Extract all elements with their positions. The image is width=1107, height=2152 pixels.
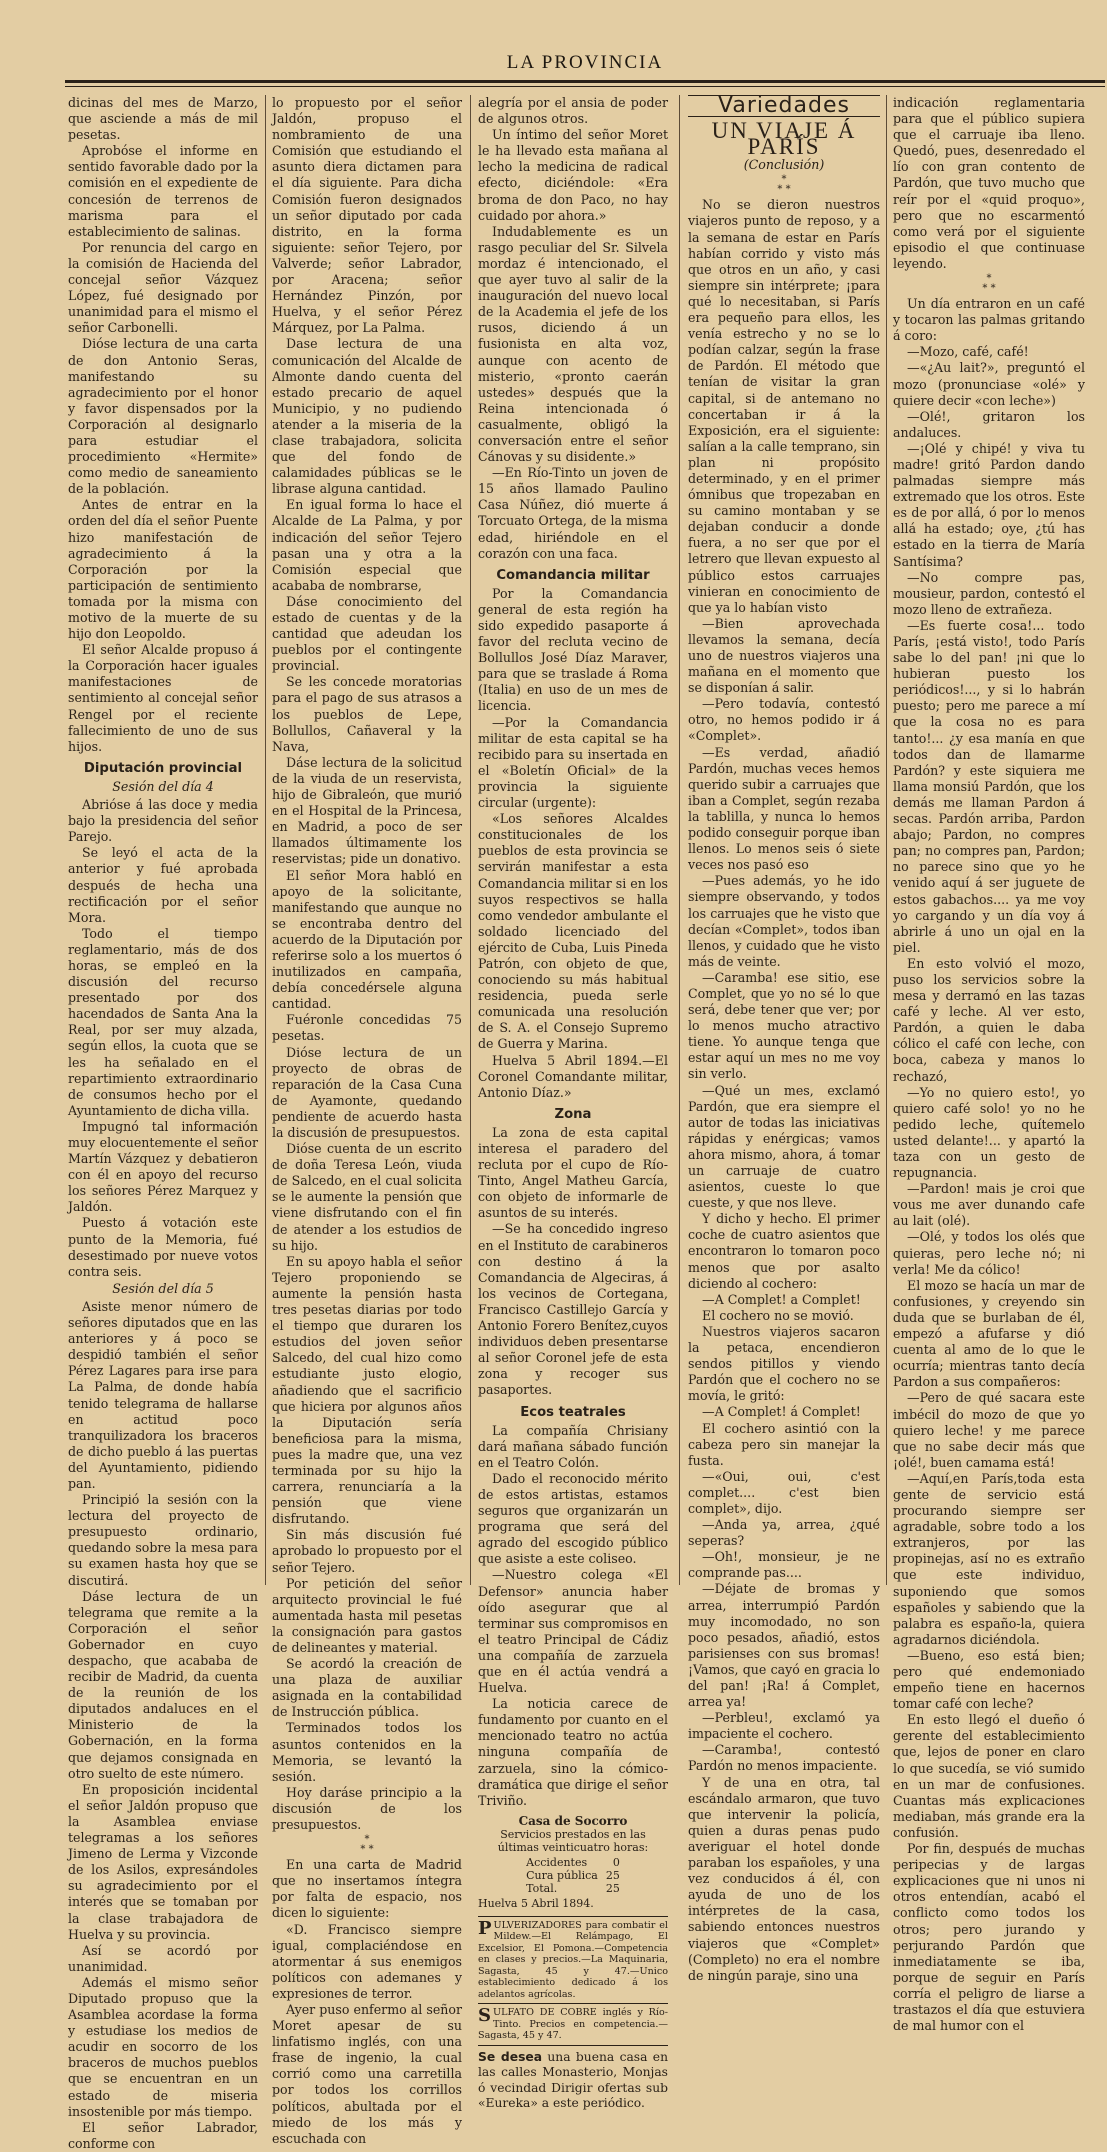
- row-label: Accidentes: [526, 1855, 588, 1869]
- table-row: [522, 1869, 624, 1882]
- paragraph: —Qué un mes, exclamó Pardón, que era siempre el autor de todas las iniciativas rápidas y enérgicas; vamos ahora mismo, ahora, á tomar un carruaje de cuatro asientos, cueste lo que cueste, y que nos lleve.: [688, 1082, 880, 1211]
- paragraph: —Olé, y todos los olés que quieras, pero leche nó; ni verla! Me da cólico!: [893, 1229, 1085, 1277]
- masthead-rule: [65, 80, 1105, 83]
- classified-text: una buena casa en las calles Monasterio, Monjas ó vecindad Dirigir ofertas sub «Eureka» a este periódico.: [478, 2049, 668, 2111]
- paragraph: alegría por el ansia de poder de algunos otros.: [478, 95, 668, 127]
- row-label: Total.: [526, 1881, 558, 1895]
- paragraph: Antes de entrar en la orden del día el señor Puente hizo manifestación de agradecimiento á la Corporación por la participación de sentimiento tomada por la misma con motivo de la muerte de su hijo don Leopoldo.: [68, 497, 258, 642]
- paragraph: —Mozo, café, café!: [907, 344, 1029, 360]
- paragraph: —«Oui, oui, c'est complet.... c'est bien complet», dijo.: [688, 1468, 880, 1516]
- story-title: UN VIAJE Á PARÍS: [711, 118, 857, 160]
- paragraph: Dáse lectura de un telegrama que remite a la Corporación el señor Gobernador en cuyo despacho, que acababa de recibir de Madrid, da cuenta de la reunión de los diputados andaluces en el Ministerio de la Gobernación, en la forma que dejamos consignada en otro suelto de este número.: [68, 1588, 258, 1781]
- column-divider: [470, 95, 471, 1585]
- paragraph: Además el mismo señor Diputado propuso que la Asamblea acordase la forma y estudiase los medios de acudir en socorro de los braceros de muchos pueblos que se encuentran en un estado de miseria insostenible por más tiempo.: [68, 1974, 258, 2119]
- casa-de-socorro-box: [478, 1815, 668, 1910]
- paragraph: Dióse cuenta de un escrito de doña Teresa León, viuda de Salcedo, en el cual solicita se le aumente la pensión que viene disfrutando con el fin de atender a los estudios de su hijo.: [272, 1141, 462, 1253]
- drop-cap: S: [478, 2005, 491, 2027]
- asterism-separator: * * *: [360, 1834, 374, 1856]
- paragraph: En su apoyo habla el señor Tejero proponiendo se aumente la pensión hasta tres pesetas diarias por todo el tiempo que duraren los estudios del joven señor Salcedo, del cual hizo como estudiante justo elogio, añadiendo que el sacrificio que hiciera por algunos años la Diputación sería beneficiosa para la misma, pues la madre que, una vez terminada por su hijo la carrera, renunciaría a la pensión que viene disfrutando.: [272, 1253, 462, 1527]
- paragraph: —Nuestro colega «El Defensor» anuncia haber oído asegurar que al terminar sus compromisos en el teatro Principal de Cádiz una compañía de zarzuela que en él actúa vendrá a Huelva.: [478, 1567, 668, 1696]
- paragraph: Sin más discusión fué aprobado lo propuesto por el señor Tejero.: [272, 1527, 462, 1575]
- paragraph: —En Río-Tinto un joven de 15 años llamado Paulino Casa Núñez, dió muerte á Torcuato Ortega, de la misma edad, hiriéndole en el corazón con una faca.: [478, 465, 668, 561]
- paragraph: Dáse conocimiento del estado de cuentas y de la cantidad que adeudan los pueblos por el contingente provincial.: [272, 593, 462, 674]
- socorro-table: [522, 1856, 624, 1895]
- paragraph: —Es verdad, añadió Pardón, muchas veces hemos querido subir a carruajes que iban a Complet, según rezaba la tablilla, y nunca lo hemos podido conseguir porque iban llenos. Lo menos seis ó siete veces nos pasó eso: [688, 744, 880, 873]
- paragraph: Ayer puso enfermo al señor Moret apesar de su linfatismo inglés, con una frase de ingenio, la cual corrió como una carretilla por todos los corrillos políticos, abultada por el miedo de los más y escuchada con: [272, 2001, 462, 2146]
- paragraph: —No compre pas, mousieur, pardon, contestó el mozo lleno de extrañeza.: [893, 569, 1085, 617]
- paragraph: La zona de esta capital interesa el paradero del recluta por el cupo de Río-Tinto, Angel Matheu García, con objeto de informarle de asuntos de su interés.: [478, 1124, 668, 1221]
- paragraph: —Perbleu!, exclamó ya impaciente el cochero.: [688, 1710, 880, 1742]
- paragraph: Por la Comandancia general de esta región ha sido expedido pasaporte á favor del recluta vecino de Bollullos José Díaz Maraver, para que se traslade á Roma (Italia) en uso de un mes de licencia.: [478, 585, 668, 714]
- paragraph: Abrióse á las doce y media bajo la presidencia del señor Parejo.: [68, 797, 258, 845]
- paragraph: —Se ha concedido ingreso en el Instituto de carabineros con destino á la Comandancia de Algeciras, á los vecinos de Cortegana, Francisco Castillejo García y Antonio Forero Benítez,cuyos individuos deben presentarse al señor Coronel jefe de esta zona y recoger sus pasaportes.: [478, 1221, 668, 1398]
- paragraph: El cochero asintió con la cabeza pero sin manejar la fusta.: [688, 1420, 880, 1468]
- paragraph: —Pardon! mais je croi que vous me aver dunando cafe au lait (olé).: [893, 1181, 1085, 1229]
- paragraph: —A Complet! a Complet!: [702, 1291, 861, 1307]
- paragraph: Por renuncia del cargo en la comisión de Hacienda del concejal señor Vázquez López, fué designado por unanimidad para el mismo el señor Carbonelli.: [68, 239, 258, 336]
- column-5: [893, 95, 1085, 2034]
- dateline: Huelva 5 Abril 1894.—El Coronel Comandante militar, Antonio Díaz.»: [478, 1052, 668, 1100]
- drop-cap: P: [478, 1917, 492, 1939]
- story-subtitle: (Conclusión): [743, 157, 825, 173]
- paragraph: Un íntimo del señor Moret le ha llevado esta mañana al lecho la medicina de radical efecto, diciéndole: «Era broma de don Paco, no hay cuidado por ahora.»: [478, 127, 668, 223]
- row-value: 0: [612, 1855, 620, 1869]
- paragraph: Impugnó tal información muy elocuentemente el señor Martín Vázquez y debatieron con él en apoyo del recurso los señores Pérez Marquez y Jaldón.: [68, 1118, 258, 1215]
- paragraph: El señor Mora habló en apoyo de la solicitante, manifestando que aunque no se encontraba dentro del acuerdo de la Diputación por referirse solo a los muertos ó inutilizados en campaña, debía concedérsele alguna cantidad.: [272, 867, 462, 1012]
- asterism-separator: * * *: [982, 273, 996, 295]
- paragraph: —Por la Comandancia militar de esta capital se ha recibido para su insertada en el «Boletín Oficial» de la provincia la siguiente circular (urgente):: [478, 714, 668, 811]
- column-divider: [886, 95, 887, 1585]
- socorro-subtitle: Servicios prestados en las últimas veinticuatro horas:: [497, 1827, 649, 1854]
- column-2: [272, 95, 462, 2146]
- row-value: 25: [605, 1881, 620, 1895]
- section-heading: Comandancia militar: [496, 567, 650, 583]
- paragraph: —Caramba!, contestó Pardón no menos impaciente.: [688, 1742, 880, 1774]
- paragraph: —Déjate de bromas y arrea, interrumpió Pardón muy incomodado, no son poco pesados, añadió, estos parisienses con sus bromas! ¡Vamos, que cayó en gracia lo del pan! ¡Ra! á Complet, arrea ya!: [688, 1581, 880, 1710]
- paragraph: El señor Alcalde propuso á la Corporación hacer iguales manifestaciones de sentimiento al concejal señor Rengel por el reciente fallecimiento de uno de sus hijos.: [68, 642, 258, 754]
- paragraph: En igual forma lo hace el Alcalde de La Palma, y por indicación del señor Tejero pasan una y otra a la Comisión especial que acababa de nombrarse,: [272, 497, 462, 593]
- paragraph: Todo el tiempo reglamentario, más de dos horas, se empleó en la discusión del recurso presentado por dos hacendados de Santa Ana la Real, por ser muy alzada, según ellos, la cuota que se les ha señalado en el repartimiento extraordinario de consumos hecho por el Ayuntamiento de dicha villa.: [68, 925, 258, 1118]
- paragraph: —Caramba! ese sitio, ese Complet, que yo no sé lo que será, debe tener que ver; por lo menos mucho atractivo tiene. Yo aunque tenga que estar aquí un mes no me voy sin verlo.: [688, 969, 880, 1082]
- paragraph: La noticia carece de fundamento por cuanto en el mencionado teatro no actúa ninguna compañía de zarzuela, sino la cómico-dramática que dirige el señor Triviño.: [478, 1696, 668, 1808]
- paragraph: No se dieron nuestros viajeros punto de reposo, y a la semana de estar en París habían corrido y visto más que otros en un año, y casi siempre sin intérprete; ¡para qué lo necesitaban, si París era pequeño para ellos, les venía estrecho y no se lo podían calzar, según la frase de Pardón. El método que tenían de visitar la gran capital, si de antemano no concertaban ir á la Exposición, era el siguiente: salían a la calle temprano, sin plan ni propósito determinado, y en el primer ómnibus que tropezaban en su camino montaban y se dejaban conducir a donde fuera, a no ser que por el letrero que llevan expuesto al público estos carruajes vinieran en conocimiento de que ya lo habían visto: [688, 197, 880, 615]
- paragraph: En proposición incidental el señor Jaldón propuso que la Asamblea enviase telegramas a los señores Jimeno de Lerma y Vizconde de los Asilos, expresándoles su agradecimiento por el interés que se tomaban por la clase trabajadora de Huelva y su provincia.: [68, 1781, 258, 1942]
- asterism-separator: * * *: [777, 174, 791, 196]
- paragraph: —Pues además, yo he ido siempre observando, y todos los carruajes que he visto que decían «Complet», todos iban llenos, y cuidado que he visto más de veinte.: [688, 873, 880, 969]
- paragraph: Puesto á votación este punto de la Memoria, fué desestimado por nueve votos contra seis.: [68, 1215, 258, 1279]
- session-heading: Sesión del día 4: [112, 778, 214, 794]
- paragraph: Se leyó el acta de la anterior y fué aprobada después de hecha una rectificación por el señor Mora.: [68, 845, 258, 925]
- paragraph: Dáse lectura de la solicitud de la viuda de un reservista, hijo de Gibraleón, que murió en el Hospital de la Princesa, en Madrid, a poco de ser llamados últimamente los reservistas; pide un donativo.: [272, 754, 462, 867]
- paragraph: dicinas del mes de Marzo, que asciende a más de mil pesetas.: [68, 95, 258, 143]
- table-row: [522, 1882, 624, 1895]
- paragraph: Terminados todos los asuntos contenidos en la Memoria, se levantó la sesión.: [272, 1720, 462, 1784]
- advertisement: [478, 1916, 668, 2004]
- paragraph: —Bien aprovechada llevamos la semana, decía uno de nuestros viajeros una mañana en el momento que se disponían á salir.: [688, 615, 880, 696]
- row-value: 25: [605, 1868, 620, 1882]
- section-heading: Ecos teatrales: [520, 1404, 626, 1420]
- paragraph: Por petición del señor arquitecto provincial le fué aumentada hasta mil pesetas la consignación para gastos de delineantes y material.: [272, 1575, 462, 1655]
- paragraph: lo propuesto por el señor Jaldón, propuso el nombramiento de una Comisión que estudiando el asunto diera dictamen para el día siguiente. Para dicha Comisión fueron designados un señor diputado por cada distrito, en la forma siguiente: señor Tejero, por Valverde; señor Labrador, por Aracena; señor Hernández Pinzón, por Huelva, y el señor Pérez Márquez, por La Palma.: [272, 95, 462, 336]
- column-divider: [265, 95, 266, 1585]
- paragraph: Y dicho y hecho. El primer coche de cuatro asientos que encontraron lo tomaron poco menos que por asalto diciendo al cochero:: [688, 1211, 880, 1291]
- paragraph: —«¿Au lait?», preguntó el mozo (pronunciase «olé» y quiere decir «con leche»): [893, 360, 1085, 408]
- paragraph: El cochero no se movió.: [702, 1307, 854, 1323]
- masthead: [65, 52, 1105, 82]
- paragraph: Nuestros viajeros sacaron la petaca, encendieron sendos pitillos y viendo Pardón que el cochero no se movía, le gritó:: [688, 1323, 880, 1404]
- paragraph: En una carta de Madrid que no insertamos íntegra por falta de espacio, nos dicen lo siguiente:: [272, 1857, 462, 1921]
- paragraph: Dado el reconocido mérito de estos artistas, estamos seguros que organizarán un programa que será del agrado del escogido público que asiste a este coliseo.: [478, 1470, 668, 1567]
- paragraph: En esto volvió el mozo, puso los servicios sobre la mesa y derramó en las tazas café y leche. Al ver esto, Pardón, a quien le daba cólico el café con leche, con boca, cabeza y manos lo rechazó,: [893, 955, 1085, 1084]
- paragraph: «D. Francisco siempre igual, complaciéndose en atormentar á sus enemigos políticos con ademanes y expresiones de terror.: [272, 1921, 462, 2001]
- paragraph: —Olé!, gritaron los andaluces.: [893, 408, 1085, 440]
- paragraph: Se acordó la creación de una plaza de auxiliar asignada en la contabilidad de Instrucción pública.: [272, 1656, 462, 1720]
- classified-ad: [478, 2050, 668, 2112]
- paragraph: «Los señores Alcaldes constitucionales de los pueblos de esta provincia se servirán manifestar a esta Comandancia militar si en los suyos respectivos se halla como vendedor ambulante el soldado licenciado del ejército de Cuba, Luis Pineda Patrón, con objeto de que, conociendo su más habitual residencia, pueda serle comunicada una resolución de S. A. el Consejo Supremo de Guerra y Marina.: [478, 811, 668, 1052]
- classified-lead: Se desea: [478, 2049, 543, 2064]
- paragraph: Un día entraron en un café y tocaron las palmas gritando á coro:: [893, 296, 1085, 344]
- paragraph: El señor Labrador, conforme con: [68, 2119, 258, 2151]
- paragraph: Así se acordó por unanimidad.: [68, 1942, 258, 1974]
- paragraph: El mozo se hacía un mar de confusiones, y creyendo sin duda que se burlaban de él, empezó a afufarse y dió cuenta al amo de lo que le ocurría; mientras tanto decía Pardon a sus compañeros:: [893, 1277, 1085, 1390]
- paragraph: —Bueno, eso está bien; pero qué endemoniado empeño tiene en hacernos tomar café con leche?: [893, 1647, 1085, 1712]
- paragraph: La compañía Chrisiany dará mañana sábado función en el Teatro Colón.: [478, 1422, 668, 1470]
- paragraph: Dióse lectura de un proyecto de obras de reparación de la Casa Cuna de Ayamonte, quedando pendiente de acuerdo hasta la discusión de presupuestos.: [272, 1044, 462, 1140]
- paragraph: Fuéronle concedidas 75 pesetas.: [272, 1012, 462, 1044]
- paragraph: —¡Olé y chipé! y viva tu madre! gritó Pardon dando palmadas siempre más extremado que los otros. Este es de por allá, ó por lo menos allá ha estado; oye, ¿tú has estado en la tierra de María Santísima?: [893, 440, 1085, 569]
- socorro-title: Casa de Socorro: [518, 1813, 628, 1828]
- paragraph: Dióse lectura de una carta de don Antonio Seras, manifestando su agradecimiento por el honor y favor dispensados por la Corporación al designarlo para estudiar el procedimiento «Hermite» como medio de saneamiento de la población.: [68, 336, 258, 497]
- section-heading: Zona: [554, 1106, 592, 1122]
- paragraph: —Anda ya, arrea, ¿qué seperas?: [688, 1517, 880, 1549]
- ad-text: ULVERIZADORES para combatir el Mildew.—El Relámpago, El Excelsior, El Pomona.—Competencia en clases y precios.—La Maquinaria, Sagasta, 45 y 47.—Unico establecimiento dedicado á los adelantos agrícolas.: [478, 1919, 668, 2000]
- column-3: [478, 95, 668, 2111]
- section-heading: Diputación provincial: [83, 760, 243, 776]
- paragraph: —Oh!, monsieur, je ne comprande pas....: [688, 1549, 880, 1581]
- column-4: [688, 93, 880, 1983]
- advertisement: [478, 2003, 668, 2046]
- paragraph: Asiste menor número de señores diputados que en las anteriores y á poco se despidió también el señor Pérez Lagares para irse para La Palma, de donde había tenido telegrama de hallarse en actitud poco tranquilizadora los braceros de dicho pueblo á las puertas del Ayuntamiento, pidiendo pan.: [68, 1298, 258, 1491]
- paragraph: —Yo no quiero esto!, yo quiero café solo! yo no he pedido leche, quítemelo usted delante!... y apartó la taza con un gesto de repugnancia.: [893, 1084, 1085, 1181]
- paragraph: indicación reglamentaria para que el público supiera que el carruaje iba lleno. Quedó, pues, desenredado el lío con gran contento de Pardón, que tuvo mucho que reír por el «quid proquo», pero que no escarmentó como verá por el siguiente episodio el que continuase leyendo.: [893, 95, 1085, 271]
- paragraph: —Pero todavía, contestó otro, no hemos podido ir á «Complet».: [688, 696, 880, 744]
- masthead-rule-thin: [65, 86, 1105, 87]
- table-row: [522, 1856, 624, 1869]
- column-divider: [679, 95, 680, 1585]
- paragraph: Principió la sesión con la lectura del proyecto de presupuesto ordinario, quedando sobre la mesa para su examen hasta hoy que se discutirá.: [68, 1492, 258, 1588]
- paragraph: Se les concede moratorias para el pago de sus atrasos a los pueblos de Lepe, Bollullos, Cañaveral y la Nava,: [272, 674, 462, 754]
- paragraph: Dase lectura de una comunicación del Alcalde de Almonte dando cuenta del estado precario de aquel Municipio, y no pudiendo atender a la miseria de la clase trabajadora, solicita que del fondo de calamidades públicas se le librase alguna cantidad.: [272, 336, 462, 497]
- section-heading-variedades: Variedades: [688, 95, 880, 117]
- socorro-date: Huelva 5 Abril 1894.: [478, 1896, 594, 1910]
- paragraph: —Es fuerte cosa!... todo París, ¡está visto!, todo París sabe lo del pan! ¡ni que lo hubieran puesto los periódicos!..., y si lo habrán puesto; pero me parece a mí que la cosa no es para tanto!... ¿y esa manía en que todos dan de llamarme Pardón? y este siquiera me llama monsiú Pardón, que los demás me llaman Pardon á secas. Pardón arriba, Pardon abajo; Pardon, no compres pan; no compres pan, Pardon; no parece sino que yo he venido aquí á ser juguete de estos gabachos.... ya me voy yo cargando y un día voy á abrirle á uno un ojal en la piel.: [893, 617, 1085, 955]
- paragraph: —Aquí,en París,toda esta gente de servicio está procurando siempre ser agradable, sobre todo a los extranjeros, por las propinejas, así no es extraño que este individuo, suponiendo que somos españoles y sabiendo que la palabra es españo-la, quiera agradarnos diciéndola.: [893, 1470, 1085, 1647]
- paragraph: —Pero de qué sacara este imbécil do mozo de que yo quiero leche! y me parece que no sabe decir más que ¡olé!, buen camama está!: [893, 1390, 1085, 1470]
- column-1: [68, 95, 258, 2151]
- paragraph: Aprobóse el informe en sentido favorable dado por la comisión en el expediente de concesión de terrenos de marisma para el establecimiento de salinas.: [68, 143, 258, 239]
- paragraph: Por fin, después de muchas peripecias y de largas explicaciones que ni unos ni otros entendían, acabó el conflicto como todos los otros; pero jurando y perjurando Pardón que inmediatamente se iba, porque de seguir en París corría el peligro de liarse a trastazos el día que estuviera de mal humor con el: [893, 1841, 1085, 2034]
- session-heading: Sesión del día 5: [112, 1280, 214, 1296]
- row-label: Cura pública: [526, 1868, 598, 1882]
- paragraph: —A Complet! á Complet!: [702, 1404, 861, 1420]
- paragraph: Hoy daráse principio a la discusión de los presupuestos.: [272, 1784, 462, 1833]
- paragraph: En esto llegó el dueño ó gerente del establecimiento que, lejos de poner en claro lo que sucedía, se vió sumido en un mar de confusiones. Cuantas más explicaciones mediaban, más grande era la confusión.: [893, 1712, 1085, 1840]
- ad-text: ULFATO DE COBRE inglés y Río-Tinto. Precios en competencia.—Sagasta, 45 y 47.: [478, 2007, 668, 2042]
- paragraph: Indudablemente es un rasgo peculiar del Sr. Silvela mordaz é intencionado, el que ayer tuvo al salir de la inauguración del nuevo local de la Academia el jefe de los rusos, diciendo á un fusionista en alta voz, aunque con acento de misterio, «pronto caerán ustedes» después que la Reina intencionada ó casualmente, obligó la conversación entre el señor Cánovas y su disidente.»: [478, 223, 668, 465]
- paragraph: Y de una en otra, tal escándalo armaron, que tuvo que intervenir la policía, quien a duras penas pudo averiguar el hotel donde paraban los españoles, y una vez conducidos á él, con ayuda de uno de los intérpretes de la casa, sabiendo entonces nuestros viajeros que «Complet» (Completo) no era el nombre de ningún paraje, sino una: [688, 1774, 880, 1983]
- masthead-title: LA PROVINCIA: [506, 52, 664, 73]
